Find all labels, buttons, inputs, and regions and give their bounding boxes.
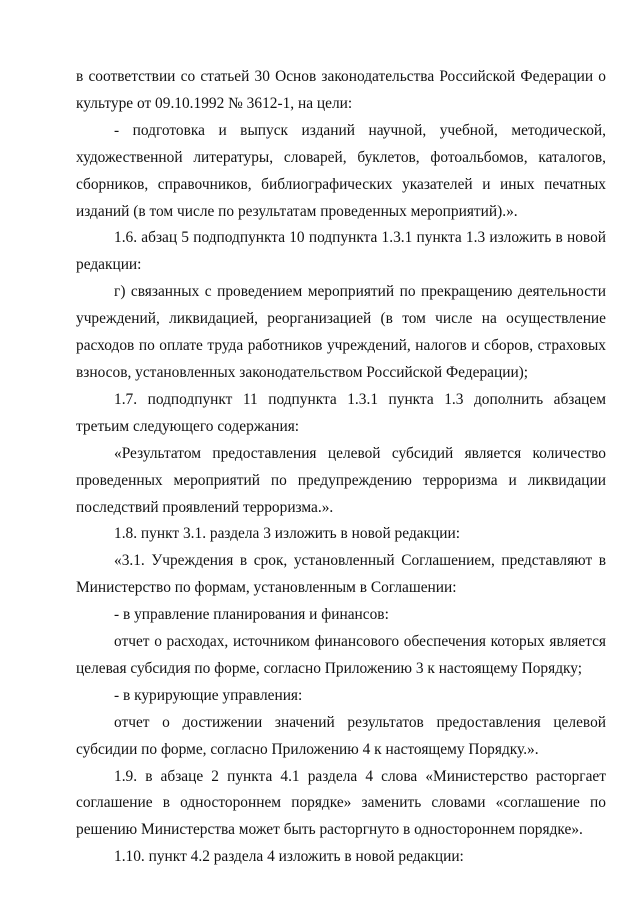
paragraph-list-item-publications: - подготовка и выпуск изданий научной, учебной, методической, художественной литературы, словарей, буклетов, фотоальбомов, каталогов, сборников, справочников, библиографических указателей и иных печатных изданий (в том числе по результатам проведенных мероприятий).». (76, 121, 606, 220)
paragraph-quote-3-1: «3.1. Учреждения в срок, установленный Соглашением, представляют в Министерство по формам, установленным в Соглашении: (76, 552, 606, 597)
paragraph-item-1-10: 1.10. пункт 4.2 раздела 4 изложить в новой редакции: (114, 848, 464, 866)
paragraph-item-1-9: 1.9. в абзаце 2 пункта 4.1 раздела 4 слова «Министерство расторгает соглашение в одностороннем порядке» заменить словами «соглашение по решению Министерства может быть расторгнуто в одностороннем порядке». (76, 767, 606, 839)
paragraph-item-1-6: 1.6. абзац 5 подподпункта 10 подпункта 1.3.1 пункта 1.3 изложить в новой редакции: (76, 229, 606, 274)
document-page (76, 64, 606, 871)
paragraph-list-planning: - в управление планирования и финансов: (114, 606, 389, 624)
paragraph-expense-report: отчет о расходах, источником финансового обеспечения которых является целевая субсидия по форме, согласно Приложению 3 к настоящему Порядку; (76, 633, 606, 677)
paragraph-quote-result: «Результатом предоставления целевой субсидий является количество проведенных мероприятий по предупреждению терроризма и ликвидации последствий проявлений терроризма.». (76, 444, 606, 516)
paragraph-list-supervising: - в курирующие управления: (114, 686, 303, 704)
paragraph-continuation: в соответствии со статьей 30 Основ законодательства Российской Федерации о культуре от 09.10.1992 № 3612-1, на цели: (76, 68, 606, 112)
paragraph-item-1-7: 1.7. подподпункт 11 подпункта 1.3.1 пункта 1.3 дополнить абзацем третьим следующего содержания: (76, 390, 606, 435)
paragraph-subitem-g: г) связанных с проведением мероприятий по прекращению деятельности учреждений, ликвидацией, реорганизацией (в том числе на осуществление расходов по оплате труда работников учреждений, налогов и сборов, страховых взносов, установленных законодательством Российской Федерации); (76, 283, 606, 381)
paragraph-achievement-report: отчет о достижении значений результатов предоставления целевой субсидии по форме, согласно Приложению 4 к настоящему Порядку.». (76, 713, 606, 758)
paragraph-item-1-8: 1.8. пункт 3.1. раздела 3 изложить в новой редакции: (114, 525, 460, 543)
